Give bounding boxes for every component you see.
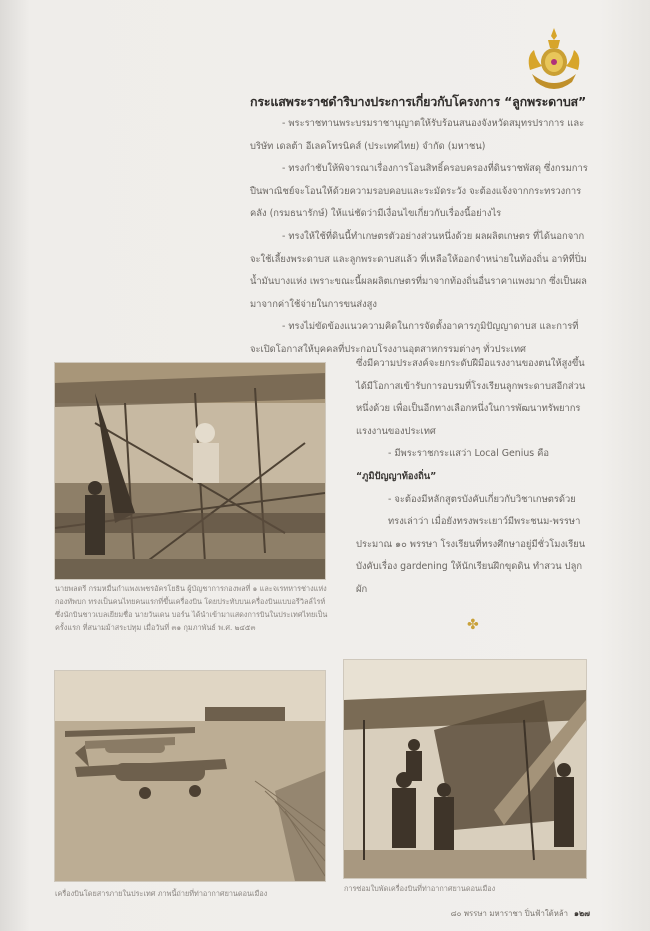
ornament-icon: ✤ — [467, 617, 479, 633]
paragraph: ทรงเล่าว่า เมื่อยังทรงพระเยาว์มีพระชนม-พรรษาประมาณ ๑๐ พรรษา โรงเรียนที่ทรงศึกษาอยู่มีชั่วโมงเรียนบังคับเรื่อง gardening ให้นักเรียนฝึกขุดดิน ทำสวน ปลูกผัก — [356, 516, 586, 595]
paragraph: ซึ่งมีความประสงค์จะยกระดับฝีมือแรงงานของตนให้สูงขึ้น ได้มีโอกาสเข้ารับการอบรมที่โรงเรียนลูกพระดาบสอีกส่วนหนึ่งด้วย เพื่อเป็นอีกทางเลือกหนึ่งในการพัฒนาทรัพยากรแรงงานของประเทศ — [356, 358, 586, 437]
running-title: ๘๐ พรรษา มหาราชา ปิ่นฟ้าใต้หล้า — [450, 909, 569, 918]
paragraph: - ทรงกำชับให้พิจารณาเรื่องการโอนสิทธิ์ครอบครองที่ดินราชพัสดุ ซึ่งกรมการปืนพาณิชย์จะโอนให้ด้วยความรอบคอบและระมัดระวัง จะต้องแจ้งจากกระทรวงการคลัง (กรมธนารักษ์) ให้แน่ชัดว่ามีเงื่อนไขเกี่ยวกับเรื่องนี้อย่างไร — [250, 163, 588, 220]
page-heading: กระแสพระราชดำริบางประการเกี่ยวกับโครงการ “ลูกพระดาบส” — [250, 94, 586, 109]
photo-propeller-repair — [344, 660, 586, 878]
paragraph: - ทรงให้ใช้ที่ดินนี้ทำเกษตรตัวอย่างส่วนหนึ่งด้วย ผลผลิตเกษตร ที่ได้นอกจากจะใช้เลี้ยงพระดาบส และลูกพระดาบสแล้ว ที่เหลือให้ออกจำหน่ายในท้องถิ่น อาทิที่ปิ่มน้ำมันบางแห่ง เพราะขณะนี้ผลผลิตเกษตรที่มาจากท้องถิ่นอื่นราคาแพงมาก ซึ่งเป็นผลมาจากค่าใช้จ่ายในการขนส่งสูง — [250, 230, 587, 310]
photo-biplane-pilot — [55, 363, 325, 579]
paragraph: - พระราชทานพระบรมราชานุญาตให้รับร้อนสนองจังหวัดสมุทรปราการ และบริษัท เดลต้า อีเลคโทรนิคส์ (ประเทศไทย) จำกัด (มหาชน) — [250, 118, 585, 152]
royal-emblem-icon — [524, 26, 584, 94]
paragraph: - มีพระราชกระแสว่า Local Genius คือ — [388, 448, 550, 460]
body-text-side — [356, 353, 588, 602]
page-number: ๑๒๗ — [574, 909, 590, 918]
paragraph: - จะต้องมีหลักสูตรบังคับเกี่ยวกับวิชาเกษตรด้วย — [388, 493, 576, 505]
local-genius-phrase: “ภูมิปัญญาท้องถิ่น” — [356, 470, 437, 482]
body-text-top — [250, 113, 588, 362]
page-footer — [430, 908, 590, 920]
photo-caption: การซ่อมใบพัดเครื่องบินที่ท่าอากาศยานดอนเมือง — [344, 884, 496, 893]
photo-airfield-planes — [55, 671, 325, 881]
photo-caption: นายพลตรี กรมหมื่นกำแพงเพชรอัครโยธิน ผู้บัญชาการกองพลที่ ๑ และจเรทหารช่างแห่งกองทัพบก ทรงเป็นคนไทยคนแรกที่ขึ้นเครื่องบิน โดยประทับบนเครื่องบินแบบอรีวิลล์ไรท์ ซึ่งนักบินชาวเบลเยียมชื่อ นายวันเดน บอร์น ได้นำเข้ามาแสดงการบินในประเทศไทยเป็นครั้งแรก ที่สนามม้าสระปทุม เมื่อวันที่ ๓๑ กุมภาพันธ์ พ.ศ. ๒๔๕๓ — [55, 584, 328, 632]
photo-caption: เครื่องบินโดยสารภายในประเทศ ภาพนี้ถ่ายที่ท่าอากาศยานดอนเมือง — [55, 889, 268, 898]
paragraph: - ทรงไม่ขัดข้องแนวความคิดในการจัดตั้งอาคารภูมิปัญญาดาบส และการที่จะเปิดโอกาสให้บุคคลที่ประกอบโรงงานอุตสาหกรรมต่างๆ ทั่วประเทศ — [250, 321, 579, 355]
